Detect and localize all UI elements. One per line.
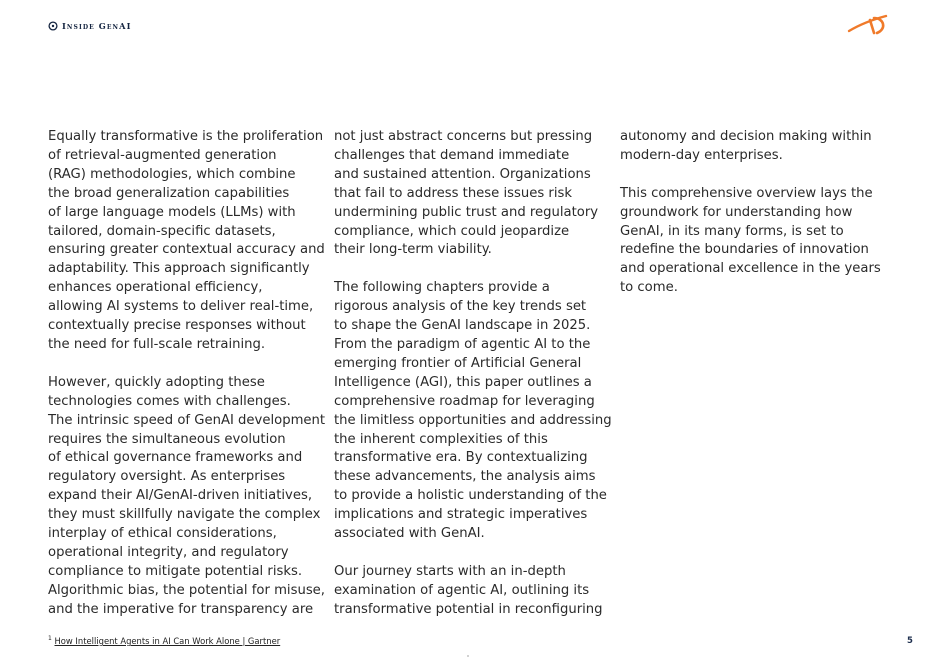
circle-icon — [48, 21, 58, 31]
decorative-dot — [467, 655, 469, 657]
footnote-link[interactable]: How Intelligent Agents in AI Can Work Alone | Gartner — [54, 636, 281, 646]
page-number: 5 — [907, 636, 913, 646]
body-column-1: Equally transformative is the proliferation of retrieval-augmented generation (RAG) methodologies, which combine the broad generalization capabilities of large language models (LLMs) with tailored, domain-specific datasets, ensuring greater contextual accuracy and adaptability. This approach significantly enhances operational efficiency, allowing AI systems to deliver real-time, contextually precise responses without the need for full-scale retraining. However, quickly adopting these technologies comes with challenges. The intrinsic speed of GenAI development requires the simultaneous evolution of ethical governance frameworks and regulatory oversight. As enterprises expand their AI/GenAI-driven initiatives, they must skillfully navigate the complex interplay of ethical considerations, operational integrity, and regulatory compliance to mitigate potential risks. Algorithmic bias, the potential for misuse, and the imperative for transparency are — [48, 129, 326, 617]
brand-title: Inside GenAI — [62, 21, 132, 31]
body-column-2: not just abstract concerns but pressing challenges that demand immediate and sustained attention. Organizations that fail to address these issues risk undermining public trust and regulatory compliance, which could jeopardize their long-term viability. The following chapters provide a rigorous analysis of the key trends set to shape the GenAI landscape in 2025. From the paradigm of agentic AI to the emerging frontier of Artificial General Intelligence (AGI), this paper outlines a comprehensive roadmap for leveraging the limitless opportunities and addressing the inherent complexities of this transformative era. By contextualizing these advancements, the analysis aims to provide a holistic understanding of the implications and strategic imperatives associated with GenAI. Our journey starts with an in-depth examination of agentic AI, outlining its transformative potential in reconfiguring — [334, 129, 612, 617]
header-brand — [48, 19, 132, 33]
body-column-3: autonomy and decision making within modern-day enterprises. This comprehensive overview lays the groundwork for understanding how GenAI, in its many forms, is set to redefine the boundaries of innovation and operational excellence in the years to come. — [620, 129, 881, 296]
footnote — [48, 635, 280, 647]
company-logo[interactable] — [846, 12, 890, 36]
footnote-marker: 1 — [48, 635, 52, 643]
